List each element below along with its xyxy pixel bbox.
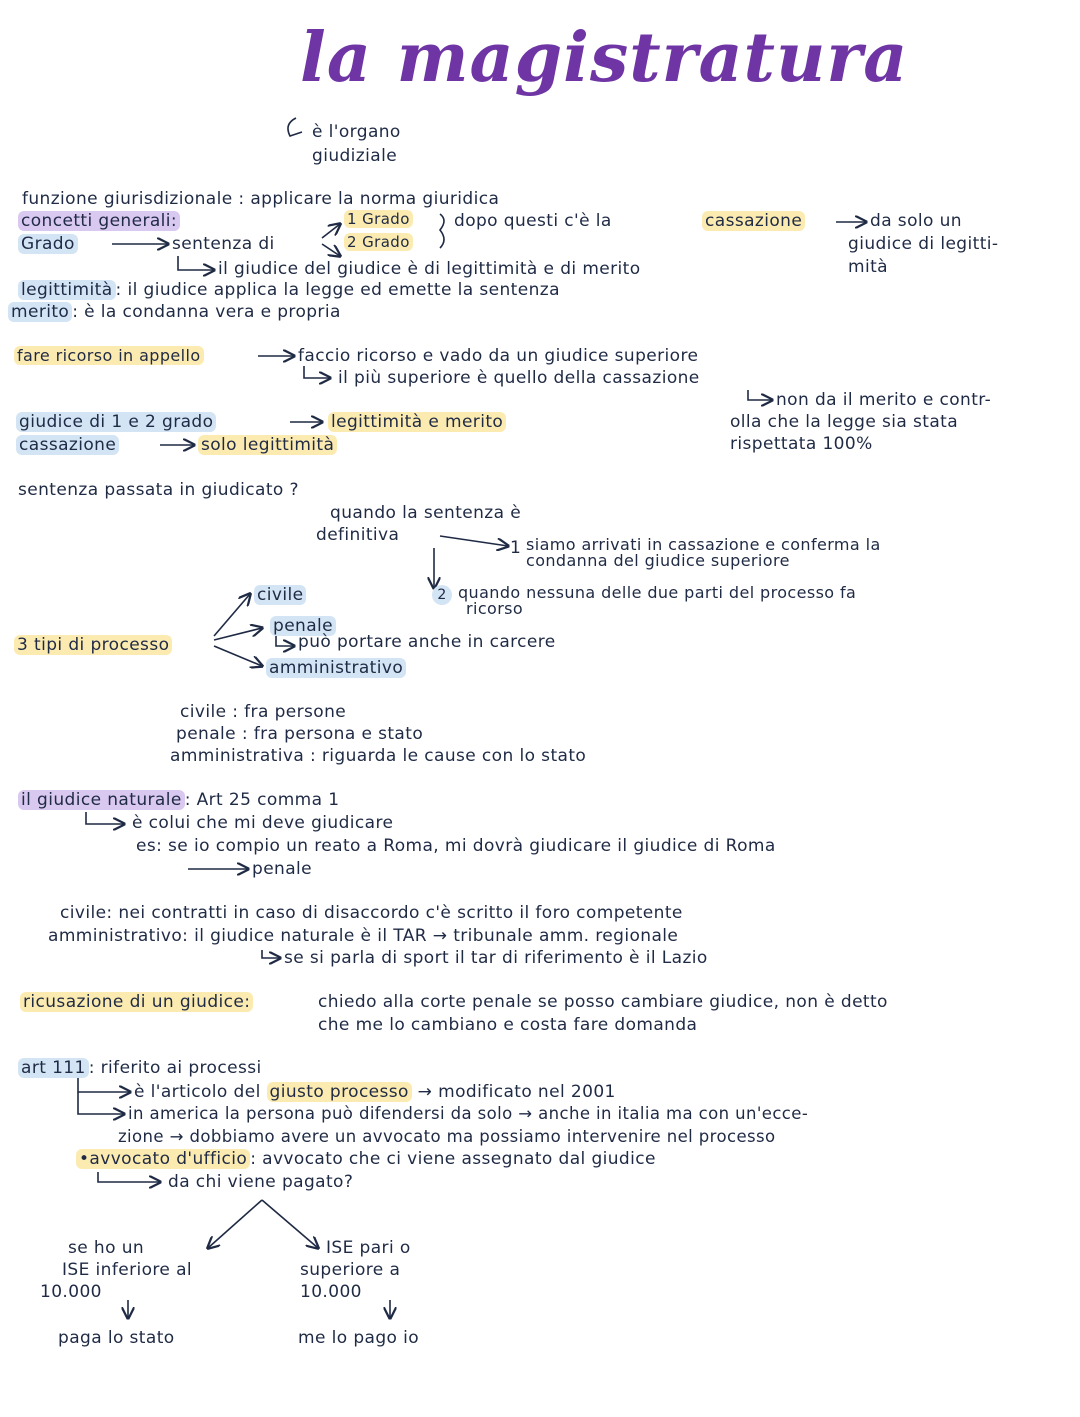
giudice12-label: giudice di 1 e 2 grado — [16, 412, 216, 432]
dopo-questi: dopo questi c'è la — [454, 211, 612, 231]
cassazione-value: solo legittimità — [198, 435, 337, 455]
def-civile: civile : fra persone — [180, 702, 347, 722]
art111-label: art 111 — [18, 1058, 89, 1078]
def-penale: penale : fra persona e stato — [176, 724, 424, 744]
funzione-text: funzione giurisdizionale : applicare la norma giuridica — [22, 189, 500, 209]
naturale-line3: penale — [252, 859, 313, 879]
giudicato-q2: definitiva — [316, 525, 400, 545]
art111-line1b: → modificato nel 2001 — [417, 1082, 616, 1102]
def-amm: amministrativa : riguarda le cause con lo stato — [170, 746, 587, 766]
subtitle-line2: giudiziale — [312, 146, 398, 166]
art111-line1: è l'articolo del — [134, 1082, 261, 1102]
naturale-amm2: se si parla di sport il tar di riferimento è il Lazio — [284, 948, 708, 968]
giudicato-label: sentenza passata in giudicato ? — [18, 480, 299, 500]
isee-left3: 10.000 — [40, 1282, 102, 1302]
penale-note: può portare anche in carcere — [298, 632, 556, 652]
giudice-naturale-label: il giudice naturale — [18, 790, 185, 810]
avvocato-ufficio-text: : avvocato che ci viene assegnato dal giudice — [250, 1149, 656, 1169]
answer-1-line1: siamo arrivati in cassazione e conferma la — [526, 535, 881, 554]
cassazione-label: cassazione — [702, 211, 805, 231]
tipi-processo-label: 3 tipi di processo — [14, 635, 172, 655]
mita: mità — [848, 257, 888, 277]
ricusazione-label: ricusazione di un giudice: — [20, 992, 253, 1012]
processo-civile: civile — [254, 585, 306, 605]
answer-1-line2: condanna del giudice superiore — [526, 551, 790, 570]
cassazione-label-2: cassazione — [16, 435, 119, 455]
grado-2: 2 Grado — [344, 233, 413, 251]
grado-label: Grado — [18, 234, 78, 254]
subtitle-arrow — [288, 118, 302, 136]
giudice12-value: legittimità e merito — [328, 412, 506, 432]
answer-1-num: 1 — [510, 538, 522, 558]
giudice-naturale-art: : Art 25 comma 1 — [184, 790, 340, 810]
isee-left-result: paga lo stato — [58, 1328, 175, 1348]
processo-amministrativo: amministrativo — [266, 658, 406, 678]
isee-right-result: me lo pago io — [298, 1328, 420, 1348]
legittimita-text: : il giudice applica la legge ed emette la sentenza — [115, 280, 560, 300]
isee-right3: 10.000 — [300, 1282, 362, 1302]
ricusazione-line1: chiedo alla corte penale se posso cambiare giudice, non è detto — [318, 992, 888, 1012]
legitt-merito-note: il giudice del giudice è di legittimità e di merito — [218, 259, 641, 279]
merito-text: : è la condanna vera e propria — [72, 302, 341, 322]
concetti-label: concetti generali: — [18, 211, 180, 231]
sentenza-di: sentenza di — [172, 234, 275, 254]
cass-note1: non da il merito e contr- — [776, 390, 992, 410]
naturale-amm: amministrativo: il giudice naturale è il TAR → tribunale amm. regionale — [48, 926, 679, 946]
ricorso-text2: il più superiore è quello della cassazione — [338, 368, 700, 388]
chi-paga: da chi viene pagato? — [168, 1172, 354, 1192]
art111-line3: zione → dobbiamo avere un avvocato ma possiamo intervenire nel processo — [118, 1127, 776, 1146]
isee-left2: ISE inferiore al — [62, 1260, 193, 1280]
naturale-line1: è colui che mi deve giudicare — [132, 813, 394, 833]
naturale-civile: civile: nei contratti in caso di disaccordo c'è scritto il foro competente — [60, 903, 683, 923]
art111-line2: in america la persona può difendersi da solo → anche in italia ma con un'ecce- — [128, 1104, 809, 1123]
cass-note2: olla che la legge sia stata — [730, 412, 959, 432]
giudice-legitt: giudice di legitti- — [848, 234, 999, 254]
avvocato-ufficio-label: •avvocato d'ufficio — [76, 1149, 250, 1169]
ricorso-text1: faccio ricorso e vado da un giudice superiore — [298, 346, 699, 366]
cass-note3: rispettata 100% — [730, 434, 873, 454]
page-title: la magistratura — [300, 18, 909, 98]
answer-2-line1: quando nessuna delle due parti del processo fa — [458, 583, 857, 602]
da-solo: da solo un — [870, 211, 962, 231]
ricorso-label: fare ricorso in appello — [14, 346, 204, 365]
ricusazione-line2: che me lo cambiano e costa fare domanda — [318, 1015, 698, 1035]
answer-2-line2: ricorso — [466, 599, 524, 618]
merito-label: merito — [8, 302, 72, 322]
processo-penale: penale — [270, 616, 336, 636]
isee-left1: se ho un — [68, 1238, 145, 1258]
isee-right1: ISE pari o — [326, 1238, 411, 1258]
legittimita-label: legittimità — [18, 280, 116, 300]
naturale-line2: es: se io compio un reato a Roma, mi dovrà giudicare il giudice di Roma — [136, 836, 776, 856]
subtitle-line1: è l'organo — [312, 122, 401, 142]
giudicato-q1: quando la sentenza è — [330, 503, 522, 523]
grado-1: 1 Grado — [344, 210, 413, 228]
giusto-processo: giusto processo — [267, 1082, 412, 1102]
art111-text: : riferito ai processi — [88, 1058, 262, 1078]
answer-2-num: 2 — [432, 585, 452, 605]
isee-right2: superiore a — [300, 1260, 401, 1280]
